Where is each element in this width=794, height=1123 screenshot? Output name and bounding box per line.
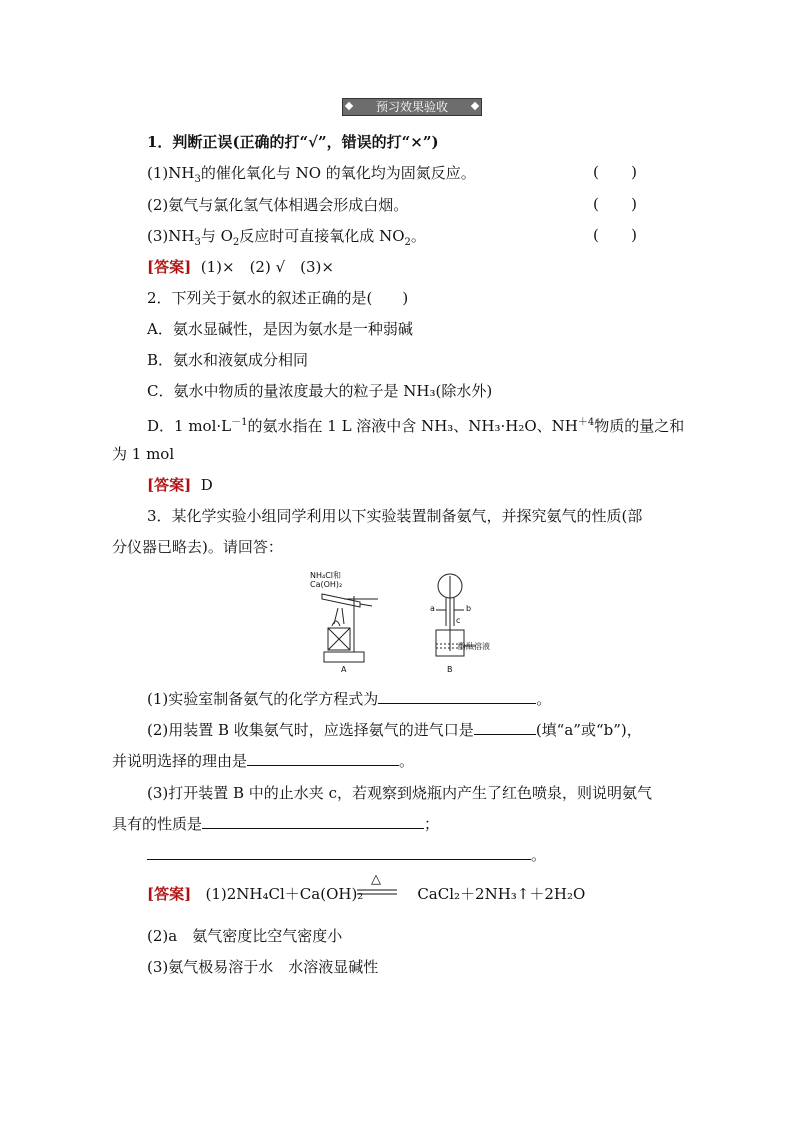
equation-double-bar [357,889,397,895]
reaction-condition [357,874,397,894]
fig-solution-label: 酚酞溶液 [458,642,490,651]
q3-title-line2: 分仪器已略去)。请回答： [112,538,283,556]
fig-reagent-2: Ca(OH)₂ [310,580,343,589]
q2-option-a: A．氨水显碱性，是因为氨水是一种弱碱 [147,320,413,338]
fig-label-inlet-b: b [466,604,472,613]
q3-answer-3: (3)氨气极易溶于水 水溶液显碱性 [147,958,379,976]
answer-blank[interactable] [247,751,399,766]
q2-option-d-cont: 为 1 mol [112,445,175,463]
fig-label-clamp-c: c [456,616,461,625]
section-banner: 预习效果验收 [342,98,482,116]
q2-option-b: B．氨水和液氨成分相同 [147,351,309,369]
apparatus-figure [300,566,490,678]
q2-title: 2．下列关于氨水的叙述正确的是( ) [147,289,409,307]
q2-option-d: D．1 $mol\cdot L^{-1}$的氨水指在 1 L 溶液中含 NH₃、NH₃·H₂O、$NH^{+4}$物质的量之和 [147,417,685,435]
q1-answer: [答案] (1)× (2) √ (3)× [147,258,334,276]
answer-tag: [答案] [147,258,192,276]
q3-part-3-cont: 。 [147,845,546,865]
q2-option-c: C．氨水中物质的量浓度最大的粒子是 NH₃(除水外) [147,382,493,400]
heat-symbol: △ [371,872,381,887]
q1-item-1-paren[interactable]: ( ) [593,163,637,181]
answer-blank[interactable] [378,689,536,704]
q3-title-line1: 3．某化学实验小组同学利用以下实验装置制备氨气，并探究氨气的性质(部 [147,507,643,525]
q3-part-1: (1)实验室制备氨气的化学方程式为 。 [147,690,552,708]
answer-blank[interactable] [147,845,531,860]
q1-item-2-paren[interactable]: ( ) [593,195,637,213]
fig-label-a-apparatus: A [341,665,347,674]
q3-answer-2: (2)a 氨气密度比空气密度小 [147,927,343,945]
answer-tag: [答案] [147,476,192,494]
q1-title: 1．判断正误(正确的打“√”，错误的打“×”) [147,133,439,151]
q3-part-2: (2)用装置 B 收集氨气时，应选择氨气的进气口是 (填“a”或“b”)， [147,721,642,739]
answer-blank[interactable] [202,814,424,829]
q3-part-3-property: 具有的性质是 ； [112,815,440,833]
answer-blank[interactable] [474,720,536,735]
q1-item-1: $(1)NH_3$的催化氧化与 NO 的氧化均为固氮反应。 [147,164,476,185]
answer-tag: [答案] [147,885,192,903]
q1-item-3: $(3)NH_3$与 $O_2$反应时可直接氧化成 $NO_2$。 [147,227,426,248]
q3-part-2-reason: 并说明选择的理由是 。 [112,752,415,770]
fig-label-inlet-a: a [430,604,435,613]
q3-answer-1: [答案] (1)2NH₄Cl＋Ca(OH)₂ CaCl₂＋2NH₃↑＋2H₂O [147,885,586,903]
q1-item-3-paren[interactable]: ( ) [593,226,637,244]
fig-label-b-apparatus: B [447,665,453,674]
q2-answer: [答案] D [147,476,213,494]
fig-reagent-1: NH₄Cl和 [310,571,342,580]
q3-part-3: (3)打开装置 B 中的止水夹 c，若观察到烧瓶内产生了红色喷泉，则说明氨气 [147,784,652,802]
q1-item-2: (2)氨气与氯化氢气体相遇会形成白烟。 [147,196,409,214]
